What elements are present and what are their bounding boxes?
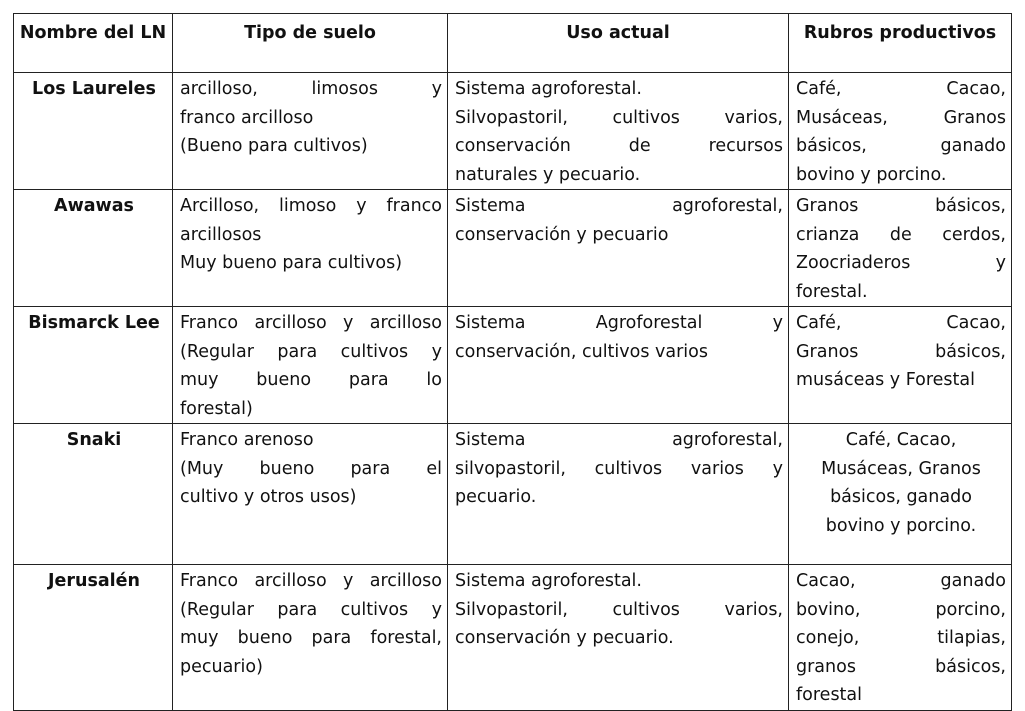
cell-tipo-suelo — [173, 73, 448, 190]
cell-tipo-suelo-line: Franco arenoso — [180, 430, 314, 450]
cell-tipo-suelo-line: (Regular para cultivos y — [180, 341, 442, 362]
cell-tipo-suelo-line: Franco arcilloso y arcilloso — [180, 571, 442, 591]
cell-tipo-suelo-line: (Muy bueno para el — [180, 458, 442, 479]
cell-tipo-suelo-line: Franco arcilloso y arcilloso — [180, 313, 442, 333]
cell-uso-actual-line: conservación y pecuario. — [455, 628, 674, 648]
cell-uso-actual-line: conservación y pecuario — [455, 224, 669, 245]
cell-nombre-ln: Bismarck Lee — [14, 307, 173, 424]
cell-uso-actual — [448, 73, 789, 190]
cell-nombre-ln: Awawas — [14, 190, 173, 307]
cell-rubros-productivos-line: Café, Cacao, — [796, 79, 1006, 99]
cell-tipo-suelo-line: pecuario) — [180, 656, 263, 677]
table-row — [14, 190, 1012, 307]
cell-rubros-productivos-line: bovino y porcino. — [796, 164, 947, 185]
cell-rubros-productivos-line: Granos básicos, — [796, 341, 1006, 362]
cell-rubros-productivos-line: Musáceas, Granos — [821, 458, 981, 479]
cell-rubros-productivos — [789, 424, 1012, 565]
cell-uso-actual-line: conservación, cultivos varios — [455, 341, 708, 362]
cell-uso-actual-line: Sistema agroforestal, — [455, 196, 783, 216]
cell-rubros-productivos — [789, 190, 1012, 307]
cell-tipo-suelo — [173, 190, 448, 307]
cell-uso-actual-line: Silvopastoril, cultivos varios, — [455, 599, 783, 620]
cell-rubros-productivos-line: conejo, tilapias, — [796, 628, 1006, 648]
cell-tipo-suelo-line: arcillosos — [180, 224, 262, 245]
cell-rubros-productivos-line: básicos, ganado — [796, 136, 1006, 156]
cell-tipo-suelo — [173, 307, 448, 424]
table-row — [14, 424, 1012, 565]
table-header-row — [14, 14, 1012, 73]
cell-uso-actual-line: conservación de recursos — [455, 136, 783, 156]
cell-uso-actual — [448, 565, 789, 711]
cell-tipo-suelo — [173, 424, 448, 565]
cell-rubros-productivos-line: Café, Cacao, — [845, 430, 957, 450]
cell-rubros-productivos-line: Granos básicos, — [796, 196, 1006, 216]
cell-uso-actual-line: Sistema Agroforestal y — [455, 313, 783, 333]
cell-uso-actual-line: silvopastoril, cultivos varios y — [455, 458, 783, 479]
cell-rubros-productivos-line: forestal — [796, 685, 863, 705]
cell-rubros-productivos — [789, 565, 1012, 711]
cell-rubros-productivos-line: Cacao, ganado — [796, 571, 1006, 591]
header-tipo-suelo: Tipo de suelo — [173, 14, 448, 73]
cell-rubros-productivos — [789, 73, 1012, 190]
cell-uso-actual — [448, 424, 789, 565]
cell-rubros-productivos-line: granos básicos, — [796, 656, 1006, 677]
cell-uso-actual-line: naturales y pecuario. — [455, 164, 641, 185]
cell-tipo-suelo-line: (Bueno para cultivos) — [180, 136, 368, 156]
cell-rubros-productivos-line: básicos, ganado — [830, 487, 972, 507]
cell-tipo-suelo-line: franco arcilloso — [180, 107, 314, 128]
cell-tipo-suelo-line: muy bueno para lo — [180, 370, 442, 390]
cell-nombre-ln: Jerusalén — [14, 565, 173, 711]
cell-rubros-productivos-line: forestal. — [796, 281, 868, 302]
header-nombre-ln: Nombre del LN — [14, 14, 173, 73]
cell-tipo-suelo-line: forestal) — [180, 398, 253, 419]
header-rubros-productivos: Rubros productivos — [789, 14, 1012, 73]
cell-nombre-ln: Los Laureles — [14, 73, 173, 190]
cell-rubros-productivos-line: Musáceas, Granos — [796, 107, 1006, 128]
cell-uso-actual — [448, 307, 789, 424]
cell-tipo-suelo-line: (Regular para cultivos y — [180, 599, 442, 620]
cell-uso-actual-line: Sistema agroforestal, — [455, 430, 783, 450]
cell-rubros-productivos-line: bovino y porcino. — [825, 515, 977, 536]
table-row — [14, 307, 1012, 424]
cell-tipo-suelo-line: cultivo y otros usos) — [180, 487, 357, 507]
table-row — [14, 565, 1012, 711]
cell-nombre-ln: Snaki — [14, 424, 173, 565]
cell-rubros-productivos-line: Zoocriaderos y — [796, 253, 1006, 273]
table-row — [14, 73, 1012, 190]
cell-uso-actual-line: Sistema agroforestal. — [455, 571, 642, 591]
header-uso-actual: Uso actual — [448, 14, 789, 73]
cell-tipo-suelo-line: arcilloso, limosos y — [180, 79, 442, 99]
cell-rubros-productivos-line: musáceas y Forestal — [796, 370, 975, 390]
cell-tipo-suelo-line: Muy bueno para cultivos) — [180, 253, 403, 273]
cell-uso-actual-line: Sistema agroforestal. — [455, 79, 642, 99]
cell-tipo-suelo-line: muy bueno para forestal, — [180, 628, 442, 648]
cell-tipo-suelo — [173, 565, 448, 711]
cell-uso-actual — [448, 190, 789, 307]
cell-rubros-productivos-line: Café, Cacao, — [796, 313, 1006, 333]
cell-tipo-suelo-line: Arcilloso, limoso y franco — [180, 196, 442, 216]
cell-rubros-productivos-line: bovino, porcino, — [796, 599, 1006, 620]
cell-uso-actual-line: Silvopastoril, cultivos varios, — [455, 107, 783, 128]
cell-rubros-productivos — [789, 307, 1012, 424]
cell-uso-actual-line: pecuario. — [455, 487, 537, 507]
land-use-table — [13, 13, 1012, 711]
cell-rubros-productivos-line: crianza de cerdos, — [796, 224, 1006, 245]
